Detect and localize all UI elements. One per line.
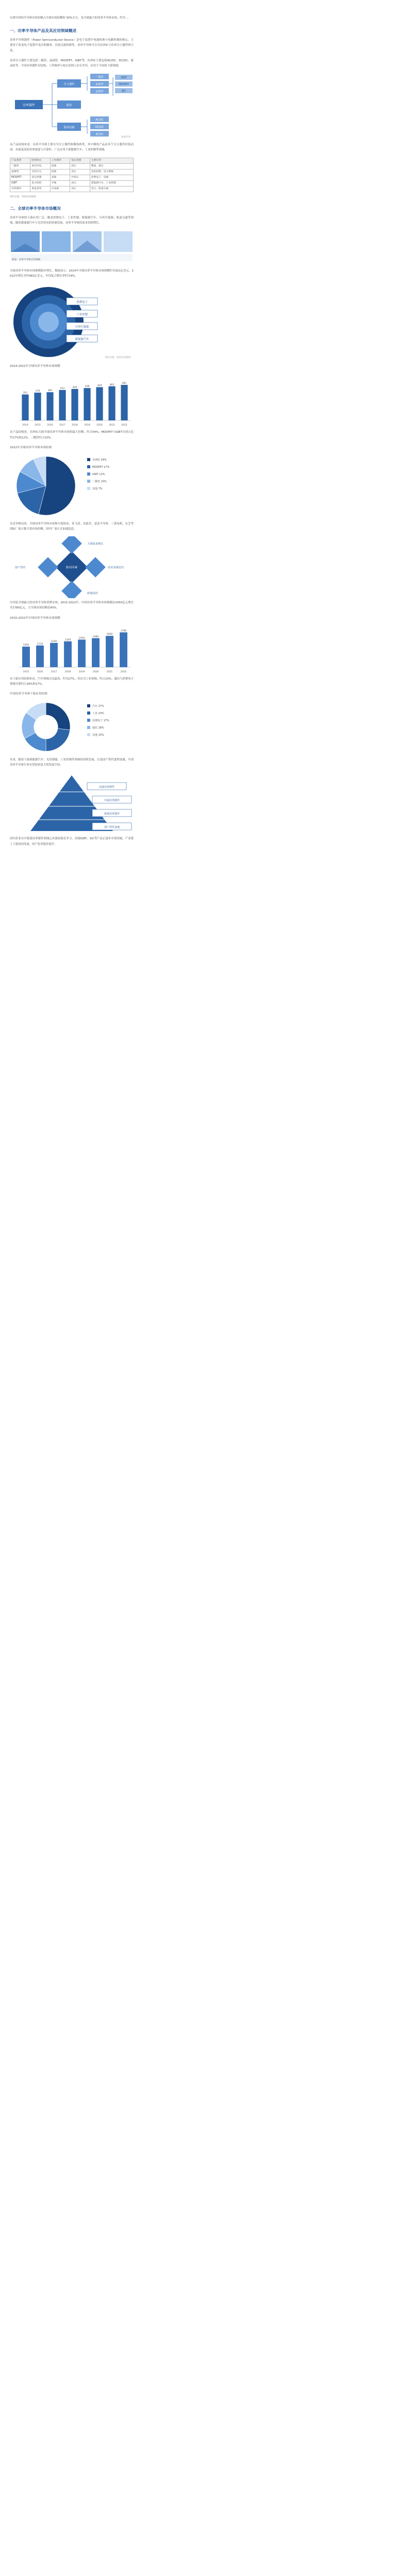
paragraph-9: 从下游应用结构来看，汽车领域占比最高，约为27%；其次为工业领域，约占23%；通信与消费电子领域分别约占18%和17%。 [10,677,134,686]
paragraph-6: 从产品结构看，功率IC占据全球功率半导体市场的最大份额，约占54%；MOSFET与IGBT分别占比约17%和12%，二极管约占10%。 [10,431,134,439]
table-row [10,186,134,192]
diamond-label: 下游需求增长 [87,543,104,546]
diamond-diagram [10,536,134,598]
pie2-svg [10,699,134,755]
classification-diagram [10,73,134,140]
paragraph-7: 从竞争格局看，全球功率半导体市场集中度较高，英飞凌、安森美、意法半导体、三菱电机、东芝等国际厂商占据主要市场份额，国内厂商正在加速追赶。 [10,522,134,531]
table-cell: 高压 [70,186,90,192]
paragraph-10: 未来，随着下游新能源汽车、光伏储能、工业控制等领域的持续发展，以及国产替代进程加速，中国功率半导体行业有望迎来更大的发展空间。 [10,758,134,767]
legend-label: IGBT 12% [92,472,105,476]
pie1-title: 2022年全球功率半导体市场结构 [10,446,52,449]
table-cell: 功率模块 [10,186,30,192]
bar [34,393,41,421]
bar-value-label: 376 [35,390,40,393]
pyramid-svg [10,772,134,834]
bar [92,638,100,667]
bar [108,386,115,420]
legend-swatch [87,704,90,707]
photos-caption: 图表：功率半导体应用领域 [12,259,41,262]
section-title-1: 一、功率半导体产品及其应用领域概述 [10,28,77,33]
bar-value-label: 450 [97,384,102,387]
tree-leaf-label: 二极管 [95,76,104,79]
table-cell: 整流、稳压 [90,163,133,169]
tree-leaf-label: BJT [122,90,126,93]
bar-value-label: 1240 [51,640,57,643]
paragraph-3: 从产品结构来看，功率半导体主要分为分立器件和模块两类，其中模块产品由多个分立器件封装而成，具备更高的功率密度与可靠性，广泛应用于新能源汽车、工业控制等领域。 [10,143,134,152]
x-tick-label: 2022 [121,424,127,427]
table-cell: 新能源汽车、工业控制 [90,180,133,186]
x-tick-label: 2018 [64,670,71,673]
table-cell: 中低压 [70,175,90,180]
bar [96,387,103,421]
pie1-chart [10,452,134,519]
pyramid-label: 中端功率器件 [104,799,120,803]
x-tick-label: 2018 [72,424,78,427]
table-cell: 消费电子、电源 [90,175,133,180]
photo-strip [10,230,134,262]
x-tick-label: 2015 [35,424,41,427]
tree-leaf-label: AC/DC [95,118,104,122]
x-tick-label: 2014 [22,424,28,427]
ring-caption: 资料来源：智研咨询整理 [105,357,130,360]
application-photos [10,230,134,266]
legend-swatch [87,719,90,722]
tree-mid-label: 集成电路 [63,126,75,130]
table-cell: 集成封装 [30,186,50,192]
tree-leaf-label: DC/DC [95,126,104,129]
bar [71,389,78,420]
table-cell: 高压 [70,163,90,169]
tree-leaf-label: 驱动IC [95,133,104,137]
bar [36,645,44,667]
table-cell: MOSFET [10,175,30,180]
diamond-petal [61,536,82,554]
diamond-label: 政策扶持 [87,592,98,596]
x-tick-label: 2016 [47,424,53,427]
header-text: 台湾中国的半导体市场份额占全球市场份额的 30%左右，是全球最大的功率半导体市场，约为 ... [10,16,129,20]
table-row [10,163,134,169]
bar-value-label: 426 [72,386,77,389]
table-row [10,180,134,186]
bar-value-label: 1600 [106,633,113,636]
bar-value-label: 1780 [120,630,127,633]
x-tick-label: 2021 [109,424,115,427]
x-tick-label: 2017 [59,424,65,427]
tree-root-label: 功率器件 [22,104,36,108]
bar [106,636,113,667]
ring-label: 新能源汽车 [75,338,89,342]
legend-swatch [87,458,90,461]
pyramid-label: 高端功率器件 [99,786,115,789]
bar-value-label: 1320 [64,638,71,641]
table-row [10,169,134,175]
x-tick-label: 2020 [96,424,103,427]
x-tick-label: 2016 [37,670,43,673]
legend-swatch [87,726,90,729]
photo-consumer [104,231,133,252]
diamond-label: 技术更新迭代 [108,566,124,570]
ring-label: 工业控制 [76,313,88,317]
x-tick-label: 2020 [92,670,99,673]
tree-mid-nodes [52,79,81,131]
table-cell: 中频 [50,180,70,186]
pie2-chart [10,699,134,755]
article-column [10,15,134,852]
bar-value-label: 1410 [78,637,85,640]
paragraph-5: 全球功率半导体市场规模稳步增长。数据显示，2014年全球功率半导体市场规模约为351亿美元，2022年增长至约481亿美元，年均复合增长率约为4%。 [10,269,134,278]
market-bar-chart [10,371,134,428]
section-title-2: 二、全球功率半导体市场概况 [10,206,61,211]
legend-label: 二极管 10% [92,480,107,483]
bar [50,643,58,667]
table-header-cell: 电压范围 [70,158,90,163]
bar-value-label: 1110 [37,642,43,646]
x-tick-label: 2019 [84,424,90,427]
x-tick-label: 2022 [120,670,127,673]
legend-label: 工业 23% [92,712,104,716]
table-cell: 电机控制、电力系统 [90,169,133,175]
pie1-svg [10,452,134,519]
diamond-petal [38,557,58,578]
table-cell: 电力、轨道交通 [90,186,133,192]
table-cell: 可控开关 [30,169,50,175]
tree-mid-label: 分立器件 [63,83,75,87]
ring-svg [10,283,134,361]
diamond-center-label: 驱动因素 [65,566,78,570]
donut-hole [34,715,58,739]
bar-value-label: 412 [60,387,65,391]
table-cell: 单向导电 [30,163,50,169]
bar-value-label: 462 [109,384,114,387]
table-header-row [10,158,134,163]
pyramid-label: 低端功率器件 [104,812,120,816]
watermark: 智研咨询 [121,136,130,139]
bar [78,639,86,667]
ring-diagram [10,283,134,361]
diamond-petal [61,581,82,598]
table-cell: 高压 [70,180,90,186]
bar-value-label: 438 [85,385,90,388]
tree-leaf-label: 晶体管 [95,83,104,87]
tree-leaf-nodes [81,74,133,137]
x-tick-label: 2019 [78,670,85,673]
table-cell: 高频 [50,175,70,180]
ring-label: 消费电子 [76,301,88,304]
table-cell: IGBT [10,180,30,186]
legend-swatch [87,487,90,490]
photo-solar [42,231,71,252]
table-cell: 高压 [70,169,90,175]
table-header-cell: 工作频率 [50,158,70,163]
pyramid-diagram [10,772,134,834]
china-bar-svg [10,623,134,674]
table-cell: 电压控制 [30,175,50,180]
legend-swatch [87,465,90,468]
china-bar-chart [10,623,134,674]
bar [120,632,127,667]
pyramid-label: 国产替代加速 [104,826,120,829]
legend-label: 功率IC 54% [92,458,107,462]
x-tick-label: 2017 [51,670,57,673]
bar [46,393,53,421]
bar-value-label: 1480 [92,635,99,638]
table-caption: 资料来源：智研咨询整理 [10,195,36,198]
bar-value-label: 351 [23,392,28,395]
table-header-cell: 结构特点 [30,158,50,163]
paragraph-11: 国内企业在中低端功率器件领域已具备较强竞争力，高端IGBT、SiC等产品正逐步实现突破，产业链上下游协同发展，国产化率稳步提升。 [10,837,134,846]
classification-tree [10,73,134,140]
table-cell: 中高频 [50,186,70,192]
bar-value-label: 1050 [23,643,29,647]
legend-swatch [87,480,90,483]
table-header-cell: 主要应用 [90,158,133,163]
legend-label: 消费电子 17% [92,719,109,723]
bar [22,395,28,420]
legend-label: MOSFET 17% [92,465,110,469]
diamond-svg [10,536,134,598]
paragraph-1: 功率半导体器件（Power Semiconductor Device）是电子装置中电能转换与电路控制的核心，主要用于改变电子装置中电压和频率、直流交流转换等。功率半导体可分为功率IC与功率分立器件两大类。 [10,39,134,53]
bar [22,647,30,667]
ring-core [38,312,59,332]
tree-leaf-label: MOSFET [119,83,129,87]
legend-label: 其他 15% [92,734,104,737]
legend-label: 通信 18% [92,726,104,730]
table-cell: 低频 [50,169,70,175]
product-table [10,158,134,192]
table-cell: 复合结构 [30,180,50,186]
paragraph-8: 中国是全球最大的功率半导体消费市场。2015-2022年，中国功率半导体市场规模由1050亿元增长至1780亿元，占全球市场份额近40%。 [10,601,134,610]
bar [84,388,90,421]
table-cell: 晶闸管 [10,169,30,175]
ring-label: 可再生能源 [75,326,89,329]
bar [64,641,72,667]
table-header-cell: 产品类型 [10,158,30,163]
table-row [10,175,134,180]
table-cell: 二极管 [10,163,30,169]
bar-value-label: 481 [122,382,127,385]
diamond-label: 国产替代 [15,566,26,570]
legend-swatch [87,711,90,715]
bar [121,385,127,420]
pie2-title: 中国功率半导体下游应用结构 [10,692,47,696]
china-chart-title: 2015-2022年中国功率半导体市场规模 [10,616,60,620]
x-tick-label: 2021 [106,670,113,673]
tree-mid-label: 模块 [66,104,72,108]
tree-leaf-label: IGBT [121,77,127,80]
diamond-petal [85,557,106,578]
legend-label: 其他 7% [92,487,103,490]
x-tick-label: 2015 [23,670,29,673]
legend-swatch [87,472,90,476]
bar-value-label: 382 [47,389,53,393]
tree-leaf-label: 晶闸管 [95,90,104,94]
legend-swatch [87,733,90,736]
market-bar-svg [10,371,134,428]
legend-label: 汽车 27% [92,705,104,708]
table-cell: 低频 [50,163,70,169]
bar [59,390,65,420]
market-chart-title: 2014-2022年全球功率半导体市场规模 [10,365,60,368]
paragraph-2: 功率分立器件主要包括二极管、晶闸管、MOSFET、IGBT等，功率IC主要包括AC/DC、DC/DC、驱动IC等。不同功率器件在结构、工作频率与电压范围上存在差异，应用于不同的下游领域。 [10,59,134,68]
paragraph-4: 功率半导体的下游应用广泛，覆盖消费电子、工业控制、新能源汽车、可再生能源、轨道交通等领域。随着新能源汽车与光伏风电的快速发展，功率半导体的需求持续增长。 [10,216,134,225]
